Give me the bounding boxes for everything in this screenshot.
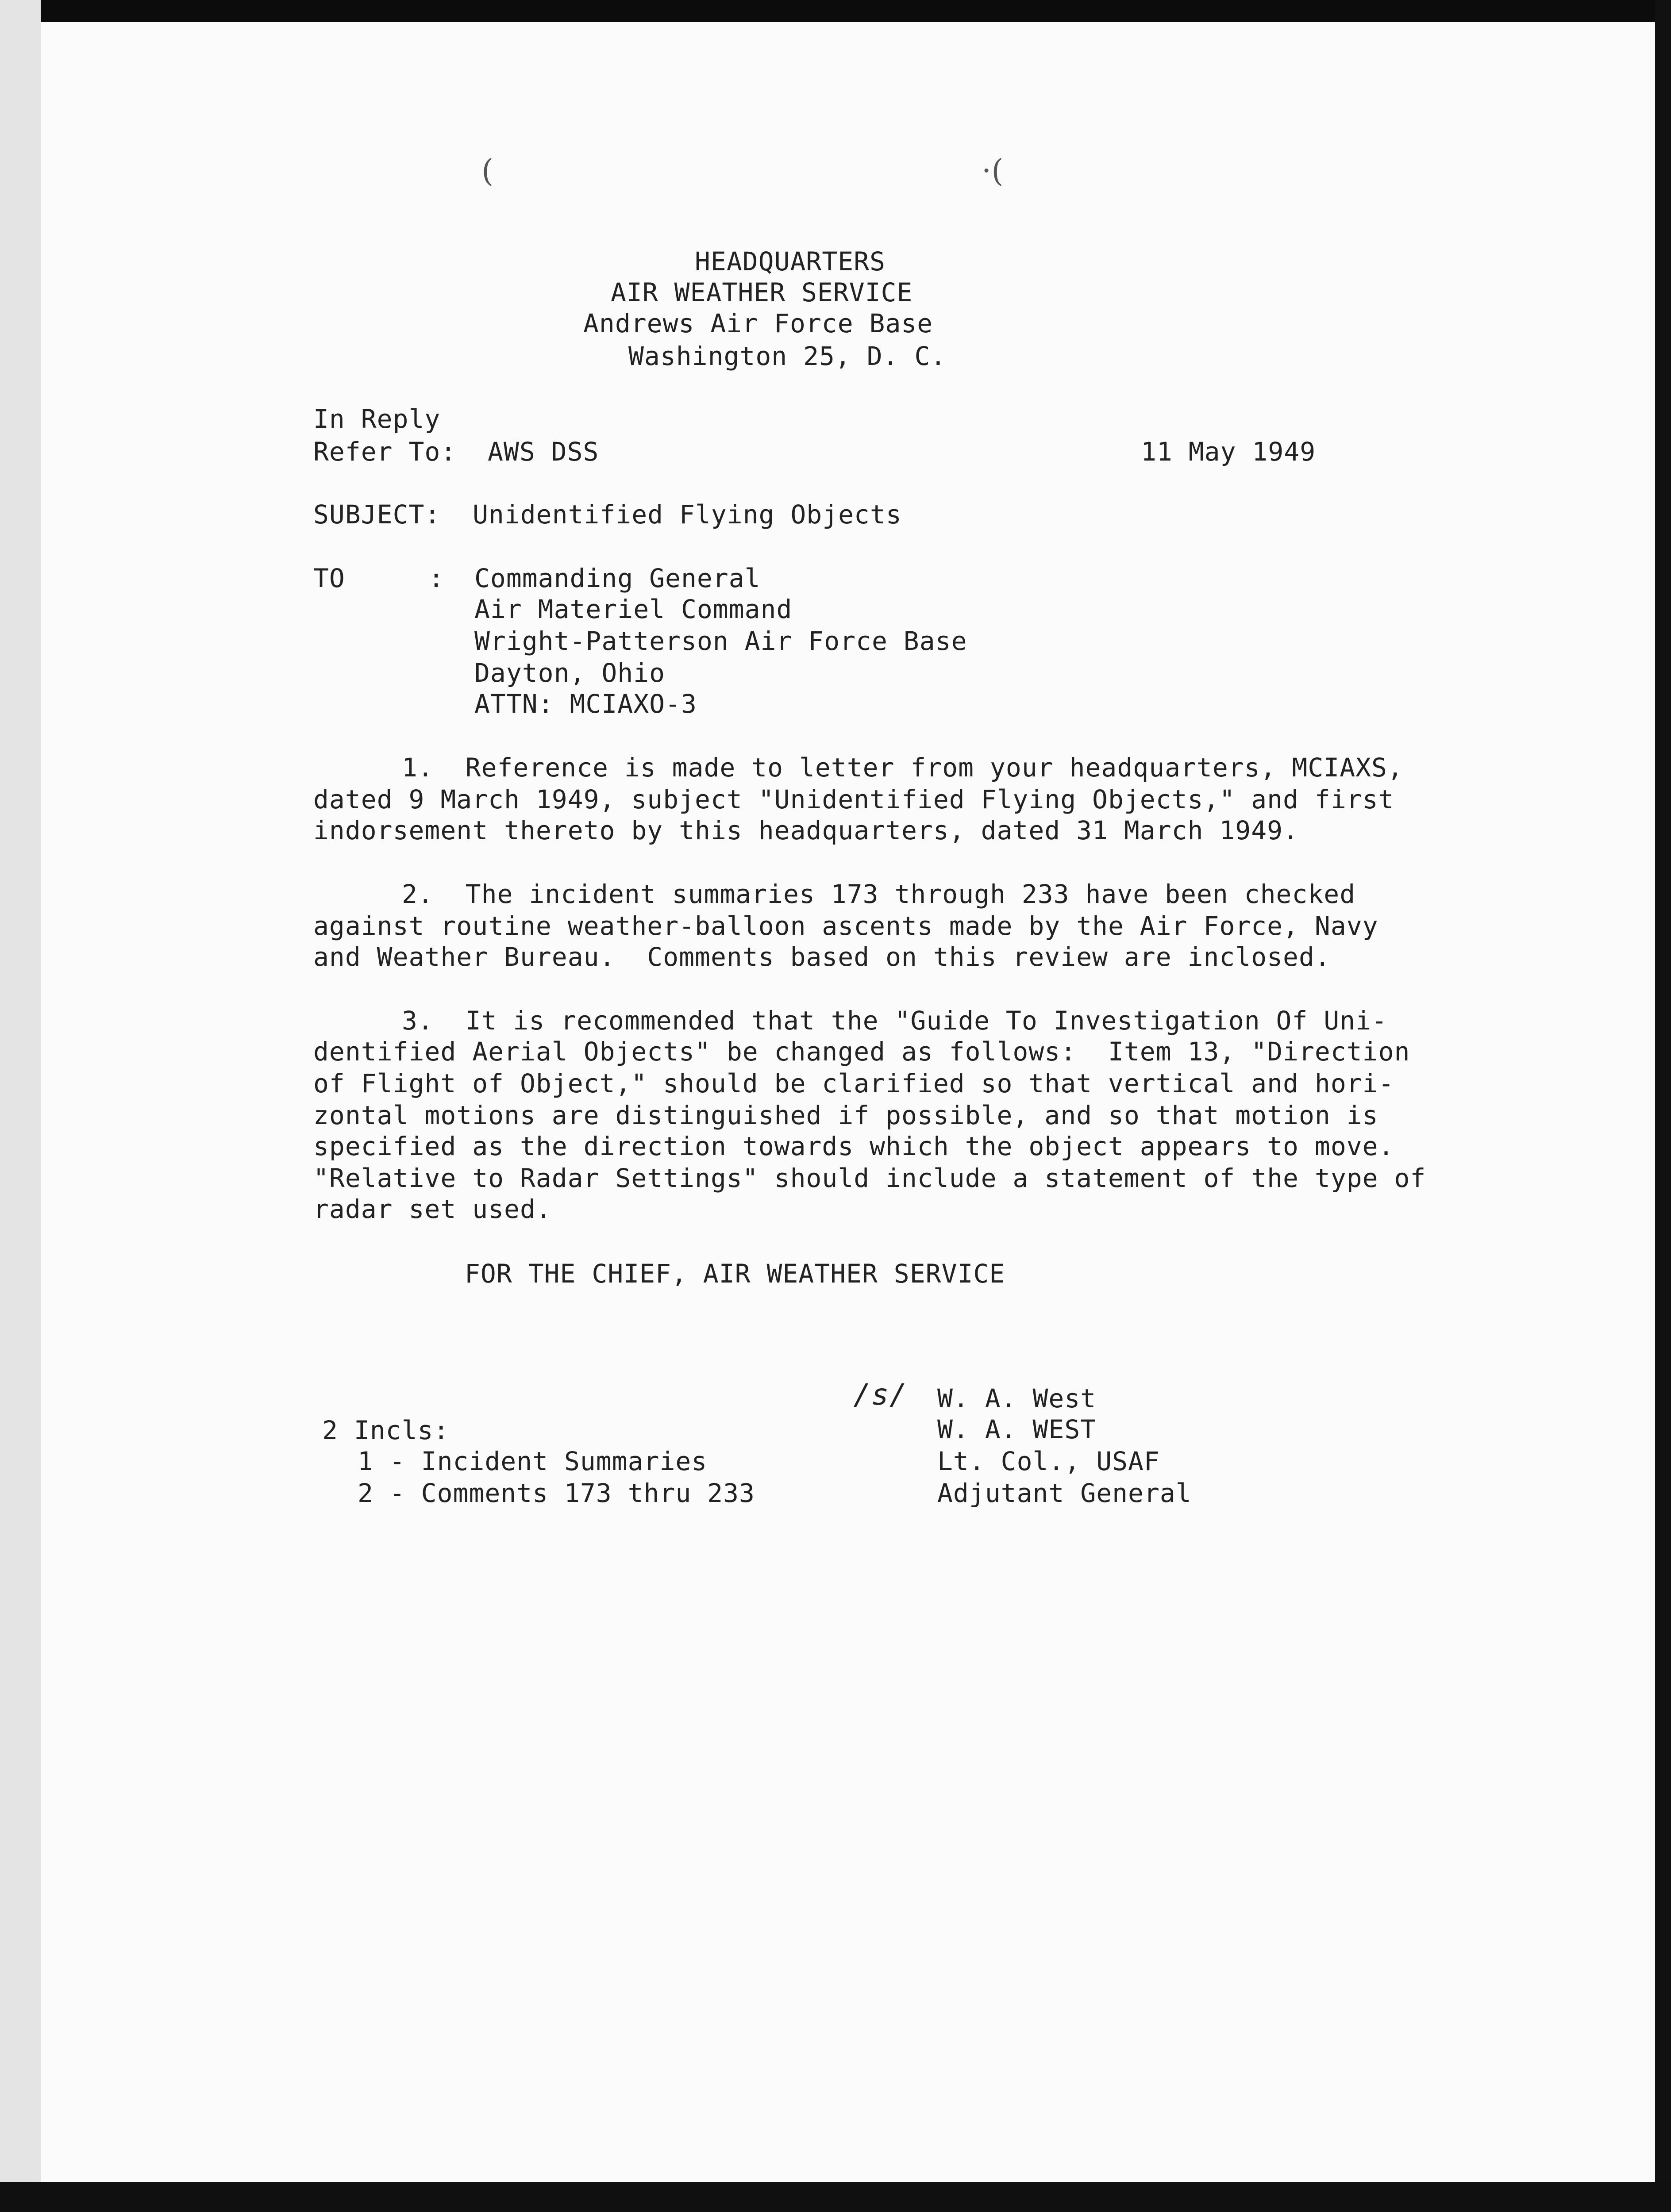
paragraph-2-line: against routine weather-balloon ascents made by the Air Force, Navy — [313, 911, 1378, 941]
to-label: TO — [313, 563, 345, 593]
to-address-line: Commanding General — [474, 563, 761, 593]
paragraph-3-line: 3. It is recommended that the "Guide To Investigation Of Uni- — [402, 1006, 1387, 1036]
paragraph-1-line: indorsement thereto by this headquarters, dated 31 March 1949. — [313, 815, 1299, 845]
signature-typed-name: W. A. WEST — [937, 1414, 1097, 1444]
paragraph-2-line: and Weather Bureau. Comments based on this review are inclosed. — [313, 942, 1331, 972]
paragraph-3-line: zontal motions are distinguished if possible, and so that motion is — [313, 1100, 1378, 1130]
paragraph-3-line: radar set used. — [313, 1194, 552, 1224]
reply-line-1: In Reply — [313, 404, 441, 434]
signature-rank: Lt. Col., USAF — [937, 1446, 1160, 1476]
scan-mark: ·( — [982, 153, 1004, 189]
paragraph-1-line: 1. Reference is made to letter from your headquarters, MCIAXS, — [402, 753, 1403, 783]
subject-label: SUBJECT: — [313, 499, 441, 530]
inclosure-item: 1 - Incident Summaries — [358, 1446, 708, 1476]
reply-refer-label: Refer To: — [313, 437, 457, 467]
paragraph-3-line: of Flight of Object," should be clarified so that vertical and hori- — [313, 1068, 1394, 1098]
paragraph-3-line: dentified Aerial Objects" be changed as follows: Item 13, "Direction — [313, 1037, 1410, 1067]
paragraph-3-line: "Relative to Radar Settings" should include a statement of the type of — [313, 1163, 1426, 1193]
letterhead-line-3: Andrews Air Force Base — [583, 308, 933, 338]
inclosures-header: 2 Incls: — [322, 1415, 450, 1445]
to-colon: : — [428, 563, 444, 593]
to-address-line: Air Materiel Command — [474, 594, 793, 624]
scan-mark: ( — [481, 153, 494, 189]
signature-signed-name: W. A. West — [937, 1383, 1097, 1413]
to-address-line: ATTN: MCIAXO-3 — [474, 689, 697, 719]
paragraph-2-line: 2. The incident summaries 173 through 233 have been checked — [402, 879, 1356, 909]
reply-refer-value: AWS DSS — [488, 437, 599, 467]
paragraph-3-line: specified as the direction towards which the object appears to move. — [313, 1131, 1394, 1161]
signature-mark: /s/ — [853, 1378, 908, 1412]
to-address-line: Wright-Patterson Air Force Base — [474, 626, 967, 656]
scan-border-right — [1655, 0, 1671, 2212]
inclosure-item: 2 - Comments 173 thru 233 — [358, 1478, 755, 1508]
subject-value: Unidentified Flying Objects — [473, 499, 902, 530]
paragraph-1-line: dated 9 March 1949, subject "Unidentified Flying Objects," and first — [313, 784, 1394, 814]
scan-border-bottom — [0, 2182, 1671, 2212]
scan-border-left — [0, 0, 41, 2212]
letterhead-line-2: AIR WEATHER SERVICE — [611, 277, 913, 307]
closing-line: FOR THE CHIEF, AIR WEATHER SERVICE — [465, 1259, 1005, 1289]
signature-title: Adjutant General — [937, 1478, 1192, 1508]
letterhead-line-4: Washington 25, D. C. — [628, 341, 947, 371]
letter-date: 11 May 1949 — [1141, 437, 1316, 467]
letterhead-line-1: HEADQUARTERS — [695, 246, 886, 276]
scan-border-top — [0, 0, 1671, 22]
to-address-line: Dayton, Ohio — [474, 658, 666, 688]
